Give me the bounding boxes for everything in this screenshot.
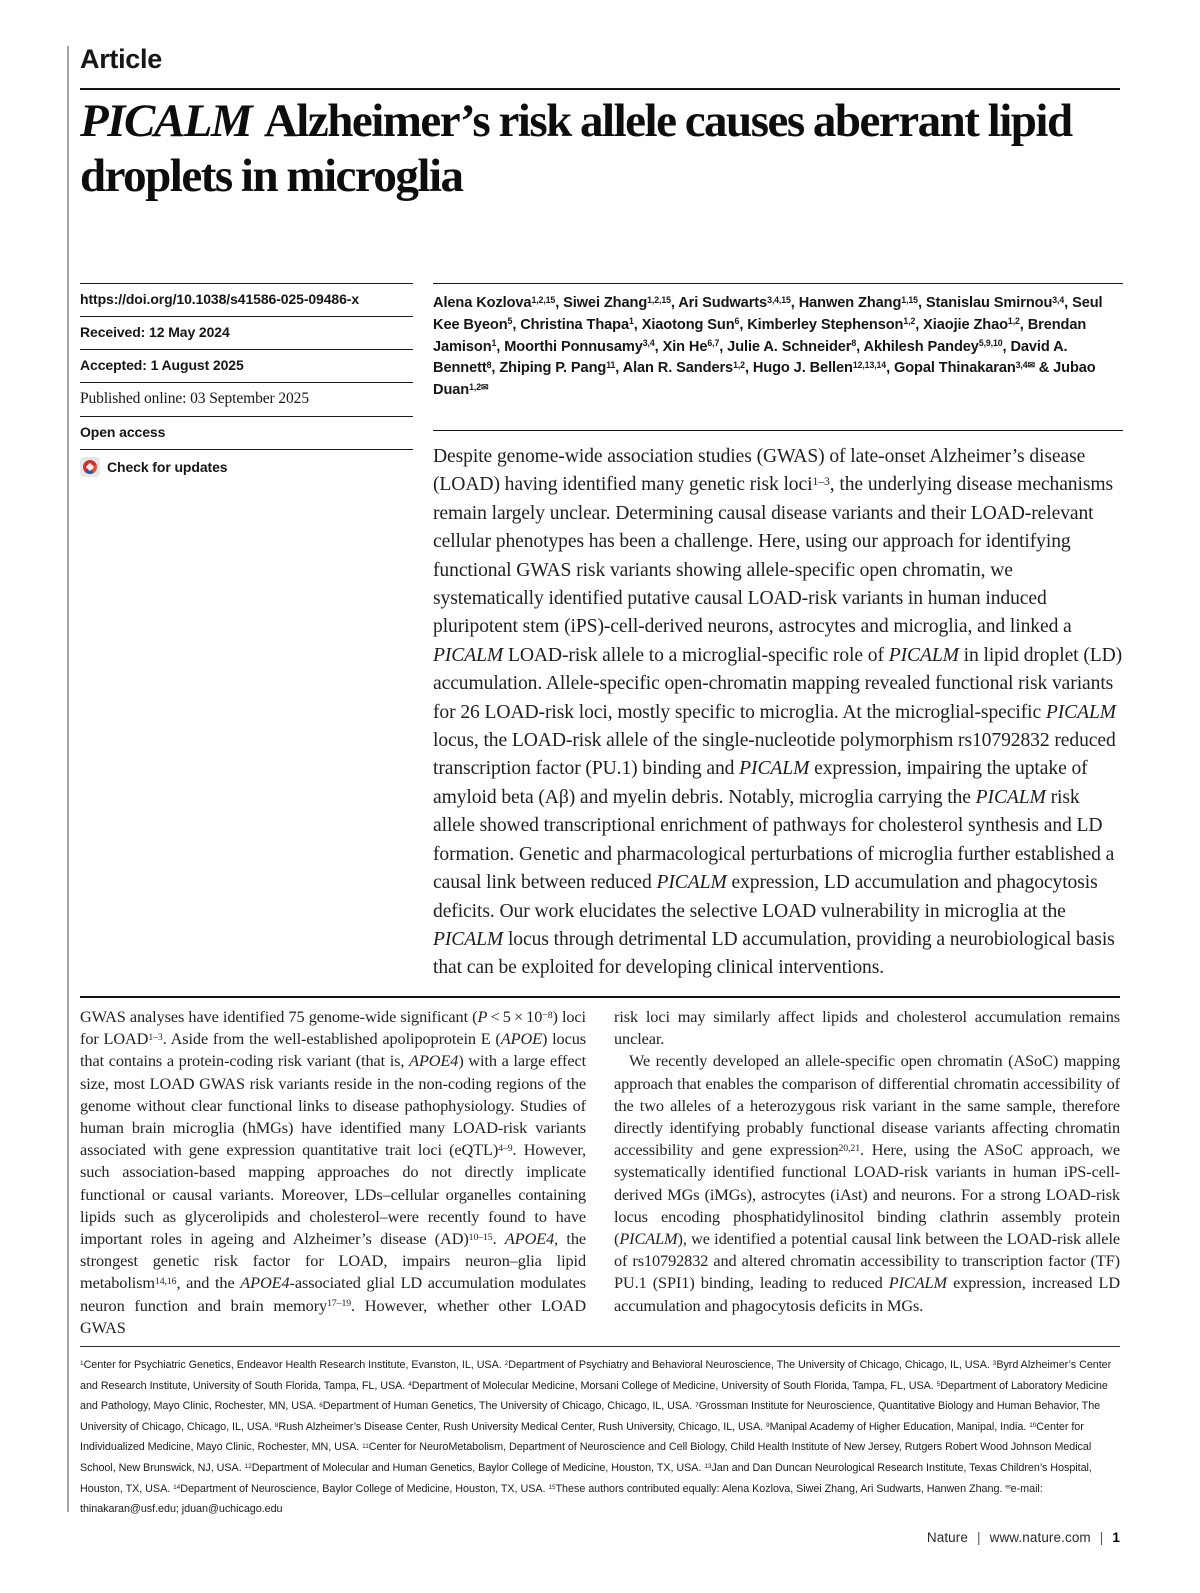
check-for-updates-icon <box>80 457 100 477</box>
received-row <box>80 316 413 349</box>
body-divider <box>80 996 1120 998</box>
open-access-text: Open access <box>80 424 166 440</box>
abstract-text: Despite genome-wide association studies (GWAS) of late-onset Alzheimer’s disease (LOAD) having identified many genetic risk loci$^{1-3}$, the underlying disease mechanisms remain largely unclear. Determining causal disease variants and their LOAD-relevant cellular phenotypes has been a challenge. Here, using our approach for identifying functional GWAS risk variants showing allele-specific open chromatin, we systematically identified putative causal LOAD-risk variants in human induced pluripotent stem (iPS)-cell-derived neurons, astrocytes and microglia, and linked a PICALM LOAD-risk allele to a microglial-specific role of PICALM in lipid droplet (LD) accumulation. Allele-specific open-chromatin mapping revealed functional risk variants for 26 LOAD-risk loci, mostly specific to microglia. At the microglial-specific PICALM locus, the LOAD-risk allele of the single-nucleotide polymorphism rs10792832 reduced transcription factor (PU.1) binding and PICALM expression, impairing the uptake of amyloid beta (Aβ) and myelin debris. Notably, microglia carrying the PICALM risk allele showed transcriptional enrichment of pathways for cholesterol synthesis and LD formation. Genetic and pharmacological perturbations of microglia further established a causal link between reduced PICALM expression, LD accumulation and phagocytosis deficits. Our work elucidates the selective LOAD vulnerability in microglia at the PICALM locus through detrimental LD accumulation, providing a neurobiological basis that can be exploited for developing clinical interventions. <box>433 430 1123 983</box>
doi-text: https://doi.org/10.1038/s41586-025-09486-x <box>80 291 360 307</box>
author-list: Alena Kozlova$^{1,2,15}$, Siwei Zhang$^{1,2,15}$, Ari Sudwarts$^{3,4,15}$, Hanwen Zhang$^{1,15}$, Stanislau Smirnou$^{3,4}$, Seul Kee Byeon$^5$, Christina Thapa$^1$, Xiaotong Sun$^6$, Kimberley Stephenson$^{1,2}$, Xiaojie Zhao$^{1,2}$, Brendan Jamison$^1$, Moorthi Ponnusamy$^{3,4}$, Xin He$^{6,7}$, Julie A. Schneider$^8$, Akhilesh Pandey$^{5,9,10}$, David A. Bennett$^8$, Zhiping P. Pang$^{11}$, Alan R. Sanders$^{1,2}$, Hugo J. Bellen$^{12,13,14}$, Gopal Thinakaran$^{3,4✉}$ & Jubao Duan$^{1,2✉}$ <box>433 283 1123 402</box>
kicker-divider <box>80 88 1120 90</box>
journal-url[interactable]: www.nature.com <box>989 1530 1091 1545</box>
body-paragraph: risk loci may similarly affect lipids and cholesterol accumulation remains unclear. <box>614 1007 1120 1049</box>
left-margin-rule <box>67 46 69 1512</box>
body-paragraph: GWAS analyses have identified 75 genome-wide significant $(P < 5 \times 10^{-8})$ loci for LOAD$^{1-3}$. Aside from the well-established apolipoprotein E (APOE) locus that contains a protein-coding risk variant (that is, APOE4) with a large effect size, most LOAD GWAS risk variants reside in the non-coding regions of the genome without clear functional links to disease pathophysiology. Studies of human brain microglia (hMGs) have identified many LOAD-risk variants associated with gene expression quantitative trait loci (eQTL)$^{4-9}$. However, such association-based mapping approaches do not directly implicate functional or causal variants. Moreover, LDs–cellular organelles containing lipids such as glycerolipids and cholesterol–were recently found to have important roles in ageing and Alzheimer’s disease (AD)$^{10-15}$. APOE4, the strongest genetic risk factor for LOAD, impairs neuron–glia lipid metabolism$^{14,16}$, and the APOE4-associated glial LD accumulation modulates neuron function and brain memory$^{17-19}$. However, whether other LOAD GWAS <box>80 1007 586 1337</box>
article-kicker: Article <box>80 44 162 74</box>
affiliations-footnote: $^1$Center for Psychiatric Genetics, Endeavor Health Research Institute, Evanston, IL, USA. $^2$Department of Psychiatry and Behavioral Neuroscience, The University of Chicago, Chicago, IL, USA. $^3$Byrd Alzheimer’s Center and Research Institute, University of South Florida, Tampa, FL, USA. $^4$Department of Molecular Medicine, Morsani College of Medicine, University of South Florida, Tampa, FL, USA. $^5$Department of Laboratory Medicine and Pathology, Mayo Clinic, Rochester, MN, USA. $^6$Department of Human Genetics, The University of Chicago, Chicago, IL, USA. $^7$Grossman Institute for Neuroscience, Quantitative Biology and Human Behavior, The University of Chicago, Chicago, IL, USA. $^8$Rush Alzheimer’s Disease Center, Rush University Medical Center, Rush University, Chicago, IL, USA. $^9$Manipal Academy of Higher Education, Manipal, India. $^{10}$Center for Individualized Medicine, Mayo Clinic, Rochester, MN, USA. $^{11}$Center for NeuroMetabolism, Department of Neuroscience and Cell Biology, Child Health Institute of New Jersey, Rutgers Robert Wood Johnson Medical School, New Brunswick, NJ, USA. $^{12}$Department of Molecular and Human Genetics, Baylor College of Medicine, Houston, TX, USA. $^{13}$Jan and Dan Duncan Neurological Research Institute, Texas Children’s Hospital, Houston, TX, USA. $^{14}$Department of Neuroscience, Baylor College of Medicine, Houston, TX, USA. $^{15}$These authors contributed equally: Alena Kozlova, Siwei Zhang, Ari Sudwarts, Hanwen Zhang. ✉e-mail: thinakaran@usf.edu; jduan@uchicago.edu <box>80 1346 1120 1520</box>
body-column-right <box>614 1006 1120 1317</box>
footer-separator: | <box>976 1530 981 1545</box>
page-footer <box>80 1530 1120 1545</box>
article-info-panel <box>80 283 413 485</box>
accepted-row <box>80 349 413 382</box>
doi-link[interactable] <box>80 283 413 316</box>
check-for-updates-label: Check for updates <box>107 459 228 475</box>
open-access-row <box>80 416 413 449</box>
received-text: Received: 12 May 2024 <box>80 324 230 340</box>
published-online-text: Published online: 03 September 2025 <box>80 390 309 407</box>
footer-separator: | <box>1099 1530 1104 1545</box>
accepted-text: Accepted: 1 August 2025 <box>80 357 244 373</box>
page-number: 1 <box>1112 1530 1120 1545</box>
article-title: PICALM Alzheimer’s risk allele causes aberrant lipid droplets in microglia <box>80 95 1072 202</box>
journal-name: Nature <box>926 1530 968 1545</box>
check-for-updates-button[interactable] <box>80 449 413 485</box>
body-paragraph: We recently developed an allele-specific open chromatin (ASoC) mapping approach that enables the comparison of differential chromatin accessibility of the two alleles of a heterozygous risk variant in the same sample, therefore directly identifying probably functional disease variants affecting chromatin accessibility and gene expression$^{20,21}$. Here, using the ASoC approach, we systematically identified functional LOAD-risk variants in human iPS-cell-derived MGs (iMGs), astrocytes (iAst) and neurons. For a strong LOAD-risk locus encoding phosphatidylinositol binding clathrin assembly protein (PICALM), we identified a potential causal link between the LOAD-risk allele of rs10792832 and altered chromatin accessibility to transcription factor (TF) PU.1 (SPI1) binding, leading to reduced PICALM expression, increased LD accumulation and phagocytosis deficits in MGs. <box>614 1051 1120 1315</box>
published-online-row <box>80 382 413 416</box>
body-column-left <box>80 1006 586 1339</box>
